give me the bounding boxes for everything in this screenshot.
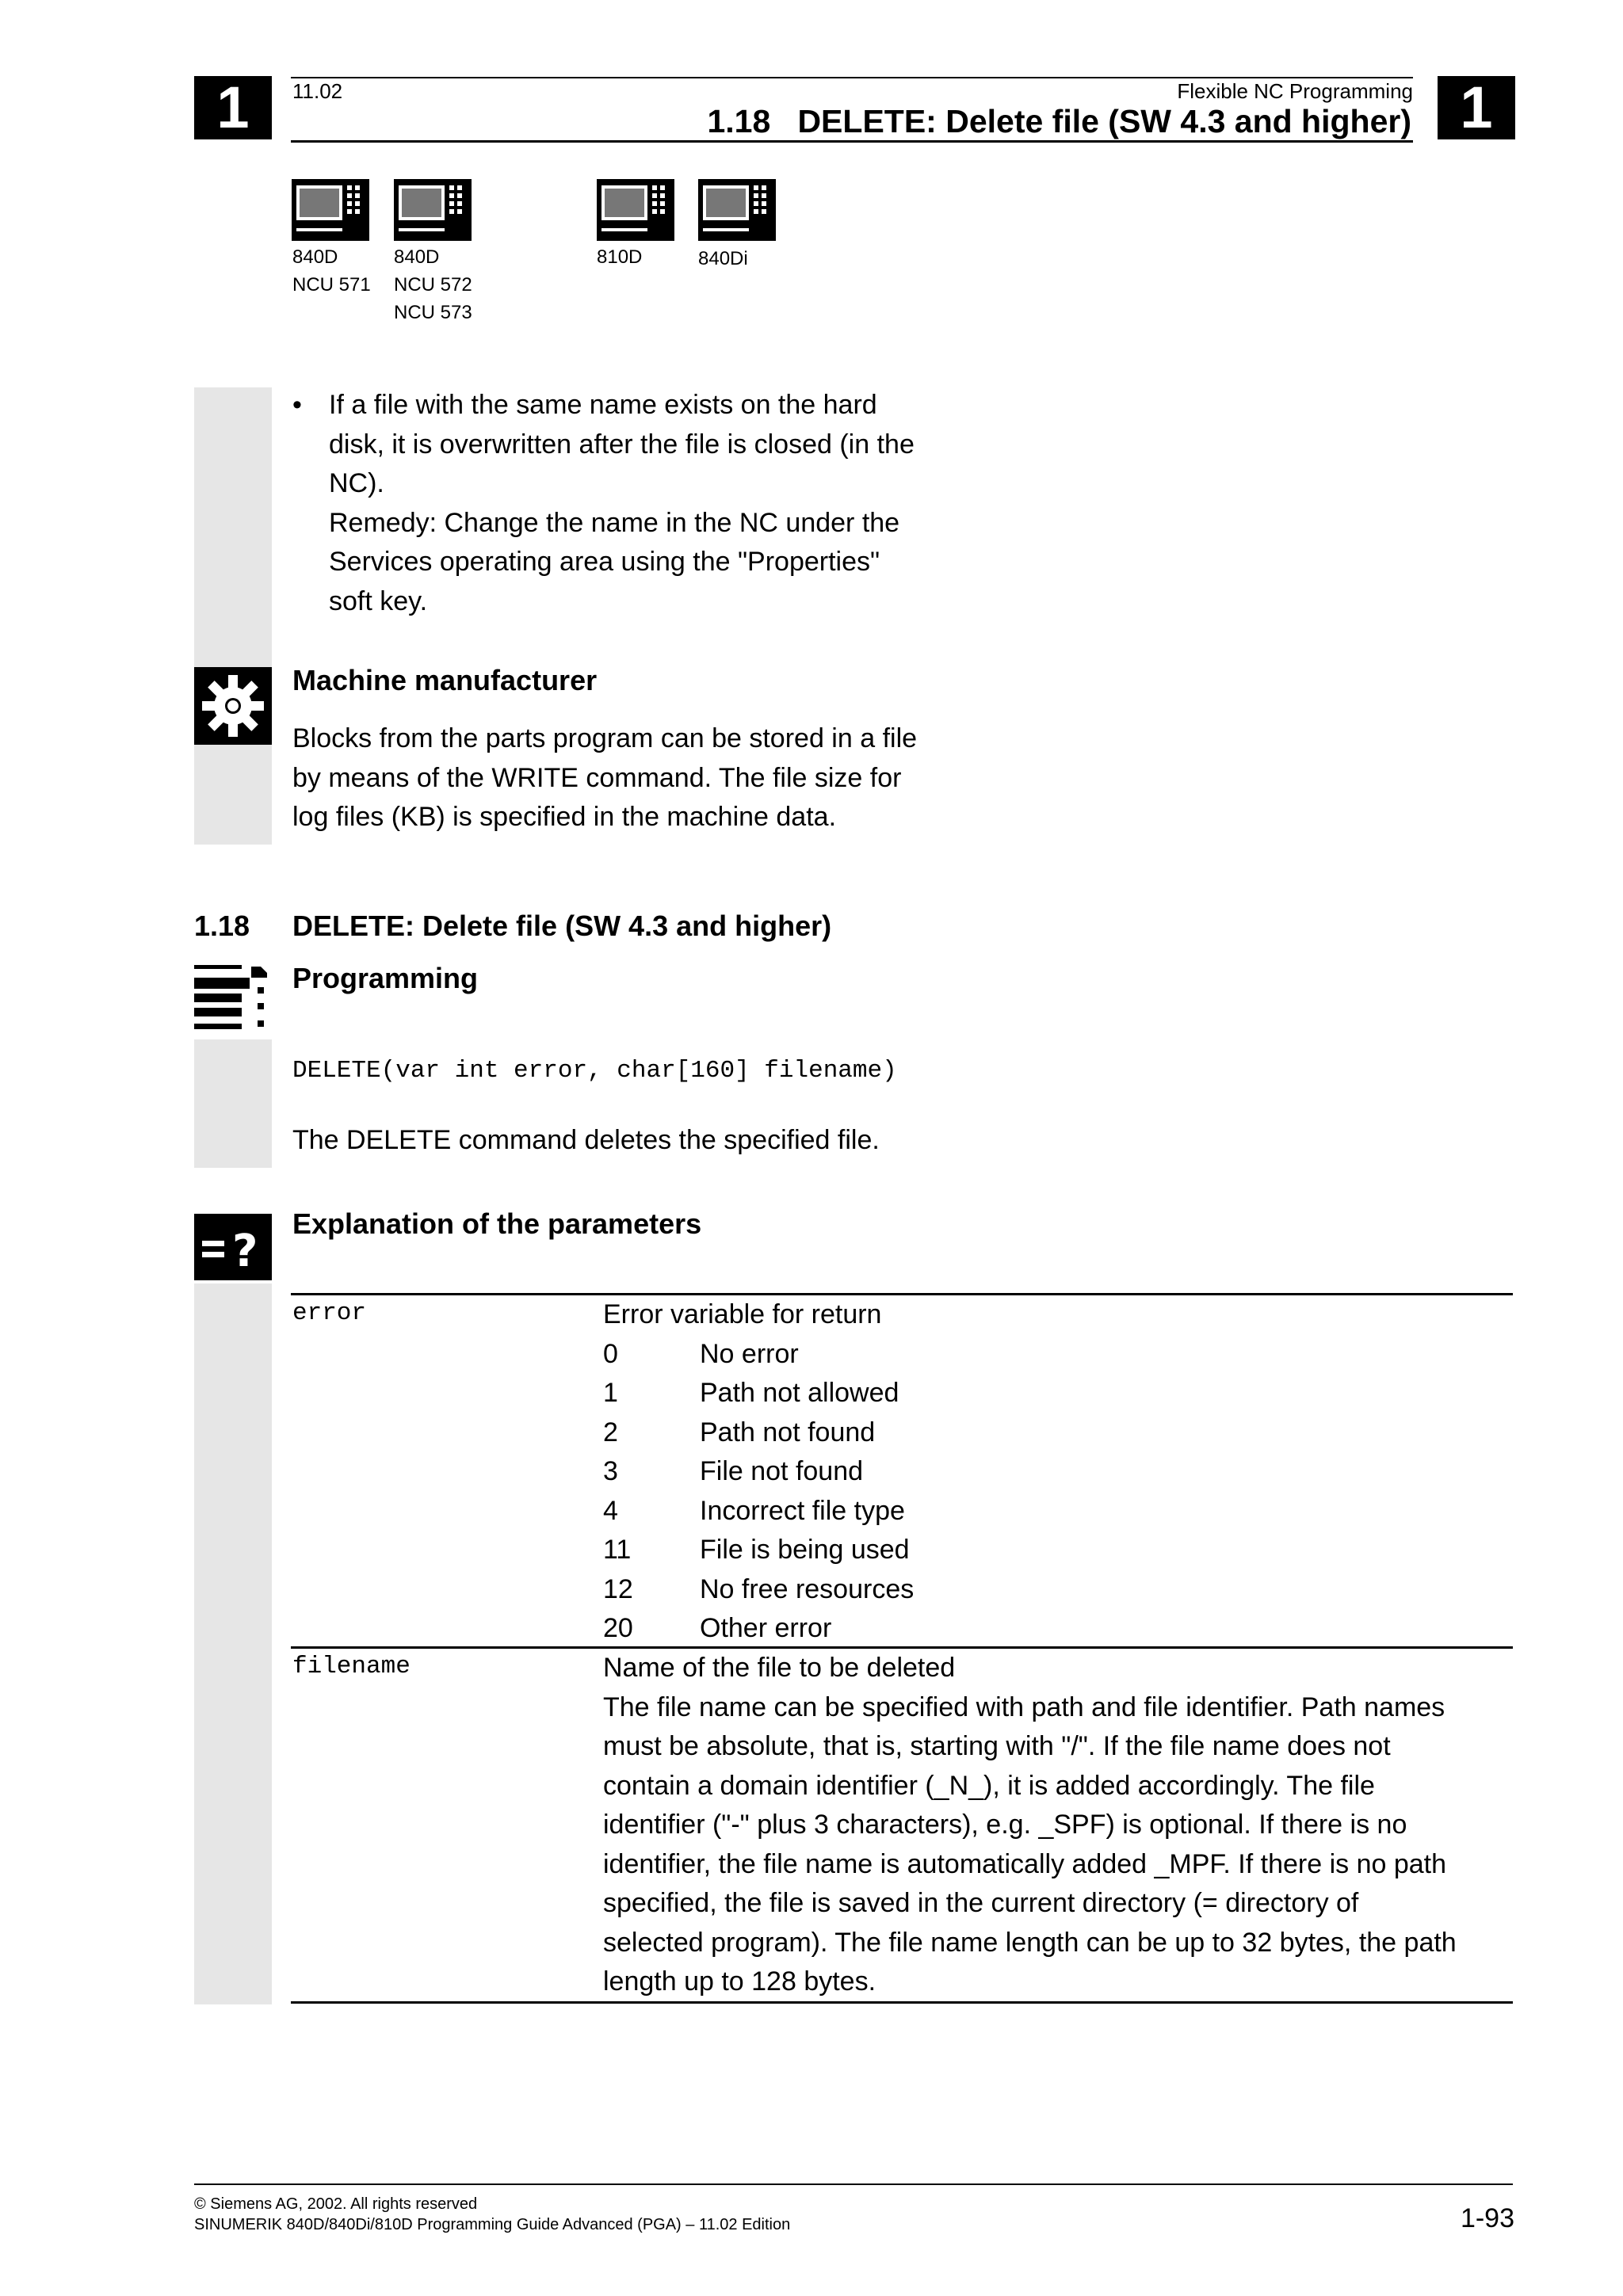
control-label: 840D NCU 572 NCU 573: [394, 246, 472, 323]
error-code-row: [603, 1492, 1499, 1531]
svg-text:?: ?: [232, 1226, 258, 1277]
note-text: [329, 386, 915, 621]
filename-line: contain a domain identifier (_N_), it is added accordingly. The file: [603, 1770, 1375, 1801]
bullet-icon: •: [292, 390, 302, 420]
note-line: soft key.: [329, 585, 428, 616]
programming-heading: Programming: [292, 962, 479, 994]
note-line: disk, it is overwritten after the file is closed (in the: [329, 429, 915, 460]
error-code-row: [603, 1531, 1499, 1570]
margin-bar: [194, 1283, 272, 2004]
control-panel-icon: [597, 179, 674, 241]
header-rule-top: [291, 77, 1413, 78]
error-code: 3: [603, 1456, 618, 1486]
chapter-number-box-right: 1: [1438, 76, 1515, 139]
param-desc-error: [603, 1295, 1499, 1649]
error-code: 20: [603, 1613, 633, 1643]
header-section-title: 1.18 DELETE: Delete file (SW 4.3 and higher): [707, 103, 1411, 139]
error-text: No free resources: [700, 1573, 915, 1604]
param-name-filename: filename: [292, 1653, 411, 1680]
note-bullet: [292, 386, 934, 621]
footer-rule: [194, 2183, 1513, 2185]
param-desc-filename: [603, 1649, 1499, 2002]
chapter-number-box-left: 1: [194, 76, 272, 139]
manufacturer-text: [292, 719, 934, 837]
error-code-row: [603, 1335, 1499, 1375]
control-panel-icon: [292, 179, 369, 241]
error-code: 4: [603, 1495, 618, 1526]
header-date: 11.02: [292, 79, 343, 103]
error-text: File not found: [700, 1456, 864, 1486]
note-line: Services operating area using the "Properties": [329, 547, 880, 577]
header-rule-bottom: [291, 140, 1413, 143]
margin-bar: [194, 1039, 272, 1168]
control-label: 840D NCU 571: [292, 246, 371, 296]
explanation-heading: Explanation of the parameters: [292, 1207, 702, 1240]
margin-bar: [194, 387, 272, 845]
error-text: File is being used: [700, 1535, 910, 1565]
control-label: 810D: [597, 246, 643, 268]
programming-icon: [194, 963, 272, 1036]
manufacturer-heading: Machine manufacturer: [292, 664, 598, 696]
page-number: 1-93: [1460, 2203, 1514, 2233]
gear-icon: [194, 667, 272, 745]
manufacturer-line: Blocks from the parts program can be stored in a file: [292, 723, 918, 753]
note-line: If a file with the same name exists on the hard: [329, 390, 877, 420]
error-code: 2: [603, 1417, 618, 1447]
section-title: DELETE: Delete file (SW 4.3 and higher): [292, 910, 832, 942]
programming-description: The DELETE command deletes the specified file.: [292, 1125, 880, 1155]
footer-guide-title: SINUMERIK 840D/840Di/810D Programming Guide Advanced (PGA) – 11.02 Edition: [194, 2216, 791, 2233]
error-text: No error: [700, 1338, 799, 1369]
error-code-row: [603, 1374, 1499, 1413]
param-title: Error variable for return: [603, 1299, 882, 1329]
manufacturer-line: log files (KB) is specified in the machine data.: [292, 802, 837, 832]
note-line: Remedy: Change the name in the NC under the: [329, 507, 900, 538]
filename-line: specified, the file is saved in the current directory (= directory of: [603, 1888, 1359, 1918]
note-line: NC).: [329, 468, 384, 498]
filename-line: must be absolute, that is, starting with "/". If the file name does not: [603, 1731, 1391, 1761]
filename-line: The file name can be specified with path and file identifier. Path names: [603, 1691, 1445, 1722]
filename-line: identifier, the file name is automatically added _MPF. If there is no path: [603, 1848, 1447, 1879]
control-label: 840Di: [698, 248, 748, 269]
filename-line: selected program). The file name length can be up to 32 bytes, the path: [603, 1927, 1457, 1958]
error-code-row: [603, 1570, 1499, 1610]
syntax-code: DELETE(var int error, char[160] filename): [292, 1057, 897, 1085]
param-name-error: error: [292, 1299, 367, 1327]
table-rule: [291, 2001, 1513, 2004]
header-manual-title: Flexible NC Programming: [1177, 79, 1413, 103]
explanation-icon: [194, 1214, 272, 1280]
error-code-row: [603, 1609, 1499, 1649]
param-title: Name of the file to be deleted: [603, 1653, 956, 1683]
error-text: Path not allowed: [700, 1378, 899, 1408]
error-text: Other error: [700, 1613, 832, 1643]
section-number: 1.18: [194, 910, 250, 942]
control-panel-icon: [698, 179, 776, 241]
filename-line: identifier ("-" plus 3 characters), e.g. _SPF) is optional. If there is no: [603, 1810, 1407, 1840]
error-code-row: [603, 1413, 1499, 1453]
error-code: 0: [603, 1338, 618, 1369]
error-text: Incorrect file type: [700, 1495, 905, 1526]
error-text: Path not found: [700, 1417, 876, 1447]
error-code: 11: [603, 1535, 632, 1565]
error-code-row: [603, 1452, 1499, 1492]
error-code: 12: [603, 1573, 633, 1604]
error-code: 1: [603, 1378, 618, 1408]
footer-copyright: © Siemens AG, 2002. All rights reserved: [194, 2195, 478, 2213]
control-panel-icon: [394, 179, 472, 241]
manufacturer-line: by means of the WRITE command. The file size for: [292, 762, 902, 793]
filename-line: length up to 128 bytes.: [603, 1966, 876, 1997]
